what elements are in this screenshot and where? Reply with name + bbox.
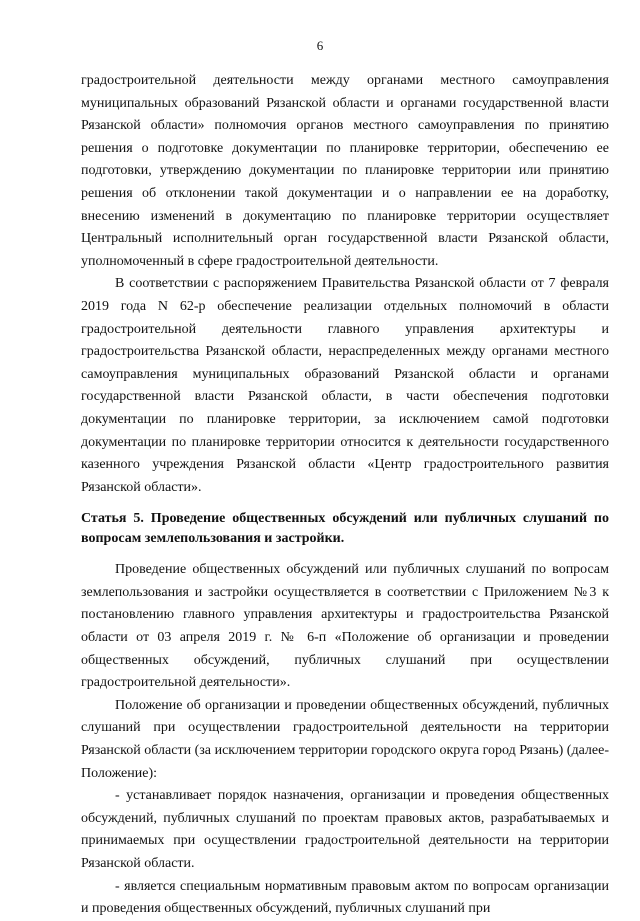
paragraph-continued: градостроительной деятельности между органами местного самоуправления муниципальных образований Рязанской области и органами государственной власти Рязанской области» полномочия органов местного самоуправления по принятию решения о подготовке документации по планировке территории, обеспечению ее подготовки, утверждению документации по планировке территории или принятию решения об отклонении такой документации и о направлении ее на доработку, внесению изменений в документацию по планировке территории осуществляет Центральный исполнительный орган государственной власти Рязанской области, уполномоченный в сфере градостроительной деятельности. (81, 73, 609, 269)
list-item-special-act: - является специальным нормативным правовым актом по вопросам организации и проведения общественных обсуждений, публичных слушаний при (81, 878, 609, 917)
page-number: 6 (316, 38, 324, 53)
paragraph-decree-reference: В соответствии с распоряжением Правительства Рязанской области от 7 февраля 2019 года N 62-р обеспечение реализации отдельных полномочий в области градостроительной деятельности главного управления архитектуры и градостроительства Рязанской области, нераспределенных между органами местного самоуправления муниципальных образований Рязанской области и органами государственной власти Рязанской области, в части обеспечения подготовки документации по планировке территории, за исключением самой подготовки документации по планировке территории относится к деятельности государственного казенного учреждения Рязанской области «Центр градостроительного развития Рязанской области». (81, 276, 609, 495)
document-body (81, 70, 609, 921)
article-heading: Статья 5. Проведение общественных обсуждений или публичных слушаний по вопросам землепользования и застройки. (81, 511, 609, 547)
paragraph-regulation-intro: Положение об организации и проведении общественных обсуждений, публичных слушаний при осуществлении градостроительной деятельности на территории Рязанской области (за исключением территории городского округа город Рязань) (далее-Положение): (81, 697, 609, 781)
paragraph-hearings-procedure: Проведение общественных обсуждений или публичных слушаний по вопросам землепользования и застройки осуществляется в соответствии с Приложением №3 к постановлению главного управления архитектуры и градостроительства Рязанской области от 03 апреля 2019 г. № 6-п «Положение об организации и проведении общественных обсуждений, публичных слушаний при осуществлении градостроительной деятельности». (81, 562, 609, 691)
list-item-establishes: - устанавливает порядок назначения, организации и проведения общественных обсуждений, публичных слушаний по проектам правовых актов, разрабатываемых и принимаемых при осуществлении градостроительной деятельности на территории Рязанской области. (81, 788, 609, 871)
